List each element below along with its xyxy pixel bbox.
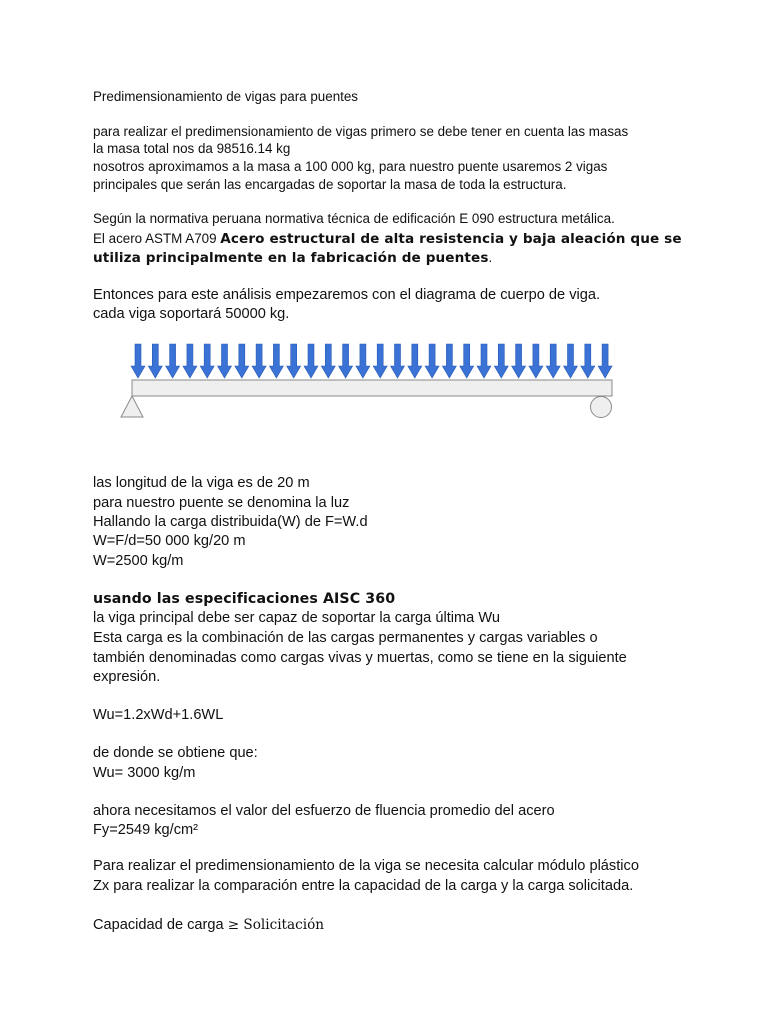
roller-support — [591, 397, 612, 418]
load-arrow — [235, 344, 249, 378]
load-arrow — [546, 344, 560, 378]
load-arrow — [321, 344, 335, 378]
load-arrow — [287, 344, 301, 378]
formula-line: Wu=1.2xWd+1.6WL — [93, 707, 224, 723]
paragraph-line: ahora necesitamos el valor del esfuerzo de fluencia promedio del acero — [93, 803, 555, 819]
inequality-line — [93, 916, 324, 936]
distributed-load-arrows — [131, 344, 612, 378]
load-arrow — [148, 344, 162, 378]
load-arrow — [564, 344, 578, 378]
paragraph-line: Zx para realizar la comparación entre la capacidad de la carga y la carga solicitada. — [93, 878, 634, 894]
paragraph-line: para realizar el predimensionamiento de vigas primero se debe tener en cuenta las masas — [93, 124, 629, 139]
period-text: . — [488, 250, 493, 265]
load-arrow — [373, 344, 387, 378]
paragraph-line: W=F/d=50 000 kg/20 m — [93, 533, 246, 549]
load-arrow — [218, 344, 232, 378]
steel-description-bold: utiliza principalmente en la fabricación de puentes — [93, 250, 489, 266]
paragraph-line: principales que serán las encargadas de soportar la masa de toda la estructura. — [93, 177, 567, 192]
paragraph-line: nosotros aproximamos a la masa a 100 000 kg, para nuestro puente usaremos 2 vigas — [93, 159, 608, 174]
load-arrow — [252, 344, 266, 378]
paragraph-line: cada viga soportará 50000 kg. — [93, 306, 290, 322]
load-arrow — [408, 344, 422, 378]
beam-free-body-diagram — [118, 338, 618, 423]
load-arrow — [269, 344, 283, 378]
document-title: Predimensionamiento de vigas para puentes — [93, 89, 359, 104]
load-arrow — [442, 344, 456, 378]
paragraph-line: la masa total nos da 98516.14 kg — [93, 141, 291, 156]
load-arrow — [460, 344, 474, 378]
section-heading: usando las especificaciones AISC 360 — [93, 591, 396, 607]
paragraph-line: las longitud de la viga es de 20 m — [93, 475, 310, 491]
paragraph-line: Entonces para este análisis empezaremos con el diagrama de cuerpo de viga. — [93, 287, 601, 303]
load-arrow — [529, 344, 543, 378]
load-arrow — [512, 344, 526, 378]
load-arrow — [200, 344, 214, 378]
paragraph-line: Para realizar el predimensionamiento de la viga se necesita calcular módulo plástico — [93, 858, 639, 874]
load-arrow — [494, 344, 508, 378]
paragraph-line: W=2500 kg/m — [93, 553, 184, 569]
load-arrow — [356, 344, 370, 378]
capacity-text: Capacidad de carga — [93, 917, 228, 933]
paragraph-line: Según la normativa peruana normativa técnica de edificación E 090 estructura metálica. — [93, 211, 615, 226]
steel-type-text: El acero ASTM A709 — [93, 231, 221, 246]
paragraph-line: también denominadas como cargas vivas y muertas, como se tiene en la siguiente — [93, 650, 627, 666]
paragraph-line: la viga principal debe ser capaz de soportar la carga última Wu — [93, 610, 500, 626]
paragraph-line: Wu= 3000 kg/m — [93, 765, 196, 781]
load-arrow — [339, 344, 353, 378]
paragraph-line: de donde se obtiene que: — [93, 745, 258, 761]
steel-description-bold: Acero estructural de alta resistencia y baja aleación que se — [220, 231, 682, 247]
paragraph-line: para nuestro puente se denomina la luz — [93, 495, 350, 511]
load-arrow — [598, 344, 612, 378]
paragraph-line: Fy=2549 kg/cm² — [93, 822, 199, 838]
load-arrow — [304, 344, 318, 378]
paragraph-line — [93, 248, 492, 268]
load-arrow — [581, 344, 595, 378]
demand-serif-text: ≥ Solicitación — [227, 917, 325, 933]
paragraph-line — [93, 229, 682, 249]
load-arrow — [391, 344, 405, 378]
load-arrow — [425, 344, 439, 378]
pin-support — [121, 396, 143, 417]
paragraph-line: Esta carga es la combinación de las cargas permanentes y cargas variables o — [93, 630, 598, 646]
load-arrow — [183, 344, 197, 378]
beam — [132, 380, 612, 396]
load-arrow — [131, 344, 145, 378]
paragraph-line: Hallando la carga distribuida(W) de F=W.d — [93, 514, 368, 530]
load-arrow — [477, 344, 491, 378]
load-arrow — [166, 344, 180, 378]
paragraph-line: expresión. — [93, 669, 161, 685]
